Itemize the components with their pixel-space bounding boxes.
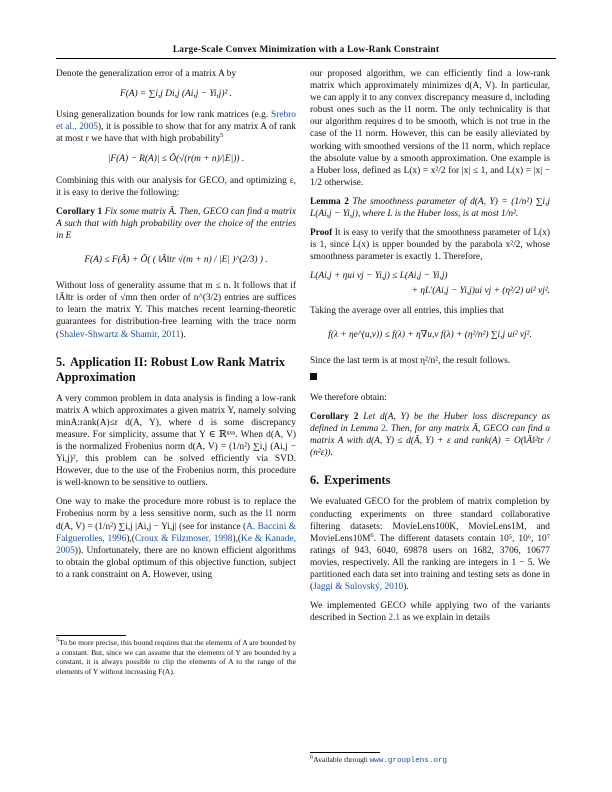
equation-average: f(λ + ηe^(u,v)) ≤ f(λ) + η∇u,v f(λ) + (η²/n²) ∑i,j ui² vj². (328, 329, 532, 340)
paragraph: We therefore obtain: (310, 392, 387, 403)
running-title: Large-Scale Convex Minimization with a Low-Rank Constraint (172, 45, 440, 55)
citation-link[interactable]: Jaggi & Sulovský, 2010 (313, 582, 404, 593)
footnote-rule (56, 635, 126, 636)
citation-link[interactable]: A. Baccini & Falguerolles, 1996 (56, 521, 296, 544)
url-link[interactable]: www.grouplens.org (369, 757, 448, 765)
paragraph: Without loss of generality assume that m ≤ n. It follows that if ‖Ā‖tr is order of √mn then order of n^(3/2) entries are suffices to learn the matrix Y. This matches recent learning-theoretic guarantees for distribution-free learning with the trace norm (Shalev-Shwartz & Shamir, 2011). (56, 281, 296, 340)
corollary-heading: Corollary 2 (310, 412, 359, 423)
footnote-marker[interactable]: 6 (370, 531, 374, 539)
equation-generalization-error: F(A) = ∑i,j Di,j (Ai,j − Yi,j)² . (119, 89, 233, 100)
paragraph: Combining this with our analysis for GECO, and optimizing ε, it is easy to derive the following: (56, 175, 296, 198)
qed-square-icon (310, 373, 317, 380)
paragraph: We implemented GECO while applying two of the variants described in Section 2.1 as we explain in details (310, 601, 550, 624)
citation-link[interactable]: Shalev-Shwartz & Shamir, 2011 (59, 329, 181, 340)
proof: Proof It is easy to verify that the smoothness parameter of L(x) is 1, since L(x) is upper bounded by the parabola x²/2, whose smoothness parameter is exactly 1. Therefore, (310, 228, 550, 263)
section-reference-link[interactable]: 2.1 (388, 613, 401, 624)
equation-line: + ηL′(Ai,j − Yi,j)ui vj + (η²/2) ui² vj². (411, 285, 550, 296)
footnote-marker[interactable]: 5 (220, 132, 224, 140)
paragraph: Denote the generalization error of a matrix A by (56, 69, 237, 79)
footnote-5: $^5$To be more precise, this bound requires that the elements of A are bounded by a constant. But, since we can assume that the elements of Y are bounded by a constant, it is always possible to clip the elements of A to the range of the elements of Y without increasing F(A). (56, 636, 296, 676)
left-column (56, 68, 296, 588)
equation-corollary-1: F(A) ≤ F(Ā) + Õ( ( ‖Ā‖tr √(m + n) / |E| )^(2/3) ) . (84, 255, 268, 266)
paragraph: One way to make the procedure more robust is to replace the Frobenius norm by a less sensitive norm, such as the l1 norm d(A, V) = (1/n²) ∑i,j |Ai,j − Yi,j| (see for instance (A. Baccini & Falguerolles, 1996),(Croux & Filzmoser, 1998),(Ke & Kanade, 2005)). Unfortunately, there are no known efficient algorithms to obtain the global optimum of this objective function, subject to a rank constraint on A. However, using (56, 497, 296, 580)
corollary-2: Corollary 2 Let d(A, Y) be the Huber loss discrepancy as defined in Lemma 2. Then, for any matrix Ā, GECO can find a matrix A with d(A, Y) ≤ d(Ā, Y) + ε and rank(A) = O(‖Ā‖²tr / (n²ε)). (310, 412, 551, 459)
proof-heading: Proof (310, 228, 333, 239)
section-heading: 5. Application II: Robust Low Rank Matrix Approximation (56, 354, 286, 384)
paragraph: Using generalization bounds for low rank matrices (e.g. Srebro et al., 2005), it is possible to show that for any matrix A of rank at most r we have that with high probability$^5$ (56, 110, 296, 145)
footnote-rule (310, 752, 380, 753)
paragraph: our proposed algorithm, we can efficiently find a low-rank matrix which approximately minimizes d(A, V). In particular, we can apply it to any convex discrepancy measure d, including robust ones such as the l1 norm. The only technicality is that our algorithm requires d to be smooth, which is not true in the case of the l1 norm. However, this can be easily alleviated by working with smoothed versions of the l1 norm, which replace the absolute value by a smooth approximation. One example is a Huber loss, defined as L(x) = x²/2 for |x| ≤ 1, and L(x) = |x| − 1/2 otherwise. (310, 69, 550, 188)
citation-link[interactable]: Ke & Kanade, 2005 (56, 533, 296, 556)
section-heading: 6. Experiments (310, 473, 391, 488)
equation-bound: |F(A) − R(A)| ≤ Õ(√(r(m + n)/|E|)) . (107, 154, 245, 165)
header-rule (56, 58, 556, 59)
lemma-2: Lemma 2 The smoothness parameter of d(A, Y) = (1/n²) ∑i,j L(Ai,j − Yi,j), where L is the Huber loss, is at most 1/n². (310, 196, 550, 220)
citation-link[interactable]: Srebro et al., 2005 (56, 110, 296, 133)
paragraph: A very common problem in data analysis is finding a low-rank matrix A which approximates a given matrix Y, namely solving minA:rank(A)≤r d(A, Y), where d is some discrepancy measure. For simplicity, assume that Y ∈ ℝⁿˣⁿ. When d(A, V) is the normalized Frobenius norm d(A, V) = (1/n²) ∑i,j (Ai,j − Yi,j)², this problem can be solved efficiently via SVD. However, due to the use of the Frobenius norm, this procedure is well-known to be sensitive to outliers. (56, 393, 296, 489)
paragraph: Taking the average over all entries, this implies that (310, 305, 504, 316)
equation-line: L(Ai,j + ηui vj − Yi,j) ≤ L(Ai,j − Yi,j) (310, 271, 448, 282)
citation-link[interactable]: Croux & Filzmoser, 1998 (134, 533, 233, 544)
lemma-heading: Lemma 2 (310, 196, 349, 207)
paragraph: Since the last term is at most η²/n², the result follows. (310, 355, 511, 366)
footnote-6: $^6$Available through www.grouplens.org (310, 753, 448, 765)
corollary-1: Corollary 1 Fix some matrix Ā. Then, GECO can find a matrix A such that with high probability over the choice of the entries in E (56, 206, 296, 241)
corollary-heading: Corollary 1 (56, 206, 103, 217)
paragraph: We evaluated GECO for the problem of matrix completion by conducting experiments on three standard collaborative filtering datasets: MovieLens100K, MovieLens1M, and $MovieLens10M^6$. The different datasets contain 10⁵, 10⁶, 10⁷ ratings of 943, 6040, 69878 users on 1682, 3706, 10677 movies, respectively. All the ranking are integers in 1 − 5. We partitioned each data set into training and testing sets as done in (Jaggi & Sulovský, 2010). (310, 497, 550, 593)
lemma-reference-link[interactable]: 2 (381, 424, 386, 435)
right-column (310, 68, 550, 631)
